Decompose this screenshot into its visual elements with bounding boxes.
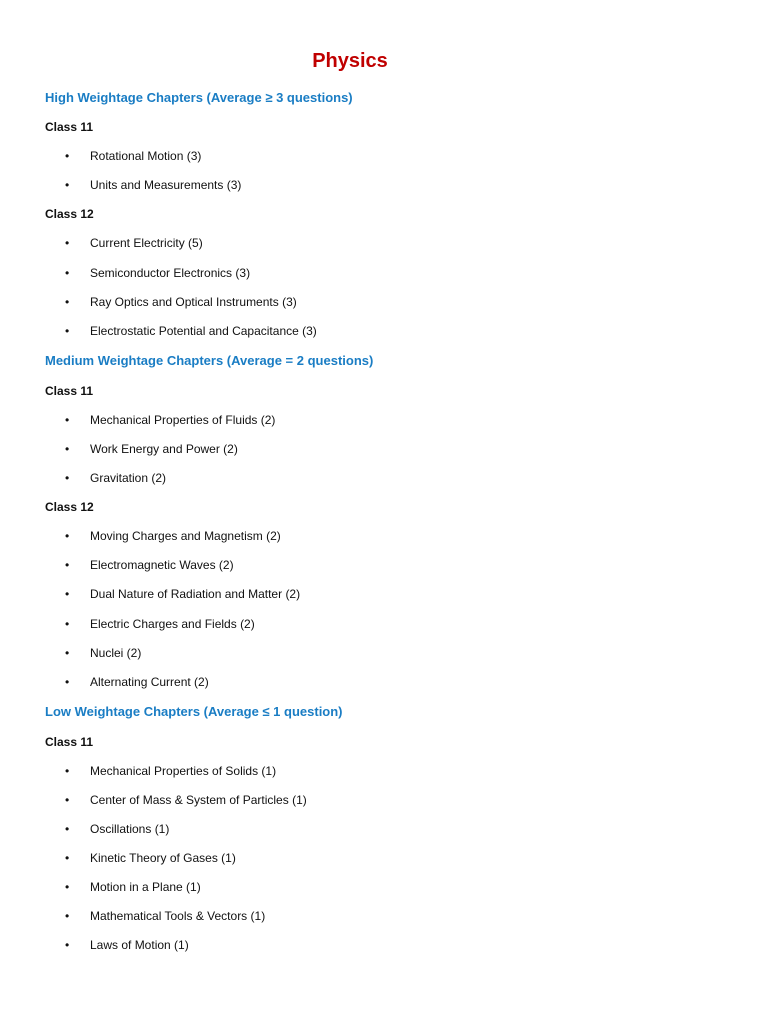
list-item-text: Moving Charges and Magnetism (2) [90,529,281,543]
class-label-medium-11: Class 11 [45,384,94,398]
list-item-text: Center of Mass & System of Particles (1) [90,793,307,807]
bullet-icon: • [65,558,70,572]
list-item [65,673,209,691]
bullet-icon: • [65,587,70,601]
bullet-icon: • [65,149,70,163]
bullet-icon: • [65,646,70,660]
class-label-high-12: Class 12 [45,207,94,221]
list-item-text: Rotational Motion (3) [90,149,202,163]
list-item-text: Current Electricity (5) [90,236,203,250]
class-label-low-11: Class 11 [45,735,94,749]
bullet-icon: • [65,793,70,807]
page-title: Physics [312,50,388,72]
bullet-icon: • [65,938,70,952]
list-item [65,527,281,545]
list-item-text: Nuclei (2) [90,646,142,660]
bullet-icon: • [65,529,70,543]
bullet-icon: • [65,178,70,192]
list-item-text: Motion in a Plane (1) [90,880,201,894]
list-item [65,440,238,458]
bullet-icon: • [65,236,70,250]
bullet-icon: • [65,851,70,865]
list-item-text: Laws of Motion (1) [90,938,189,952]
section-heading-low: Low Weightage Chapters (Average ≤ 1 question) [45,704,343,719]
bullet-icon: • [65,617,70,631]
bullet-icon: • [65,442,70,456]
list-item-text: Oscillations (1) [90,822,170,836]
list-item [65,762,276,780]
list-item-text: Kinetic Theory of Gases (1) [90,851,236,865]
list-item [65,293,297,311]
class-label-high-11: Class 11 [45,120,94,134]
bullet-icon: • [65,675,70,689]
list-item [65,878,201,896]
list-item [65,234,203,252]
bullet-icon: • [65,324,70,338]
list-item [65,556,234,574]
list-item-text: Alternating Current (2) [90,675,209,689]
list-item-text: Mathematical Tools & Vectors (1) [90,909,266,923]
bullet-icon: • [65,413,70,427]
list-item [65,791,307,809]
bullet-icon: • [65,295,70,309]
list-item [65,469,166,487]
list-item [65,411,275,429]
list-item-text: Semiconductor Electronics (3) [90,266,251,280]
bullet-icon: • [65,880,70,894]
list-item [65,322,317,340]
list-item-text: Electrostatic Potential and Capacitance (3) [90,324,317,338]
section-heading-medium: Medium Weightage Chapters (Average = 2 questions) [45,353,374,368]
bullet-icon: • [65,471,70,485]
list-item [65,264,250,282]
list-item-text: Mechanical Properties of Solids (1) [90,764,277,778]
list-item-text: Dual Nature of Radiation and Matter (2) [90,587,301,601]
bullet-icon: • [65,822,70,836]
list-item [65,936,189,954]
list-item-text: Ray Optics and Optical Instruments (3) [90,295,297,309]
list-item [65,849,236,867]
bullet-icon: • [65,764,70,778]
list-item-text: Units and Measurements (3) [90,178,242,192]
list-item [65,644,141,662]
list-item [65,585,300,603]
list-item [65,147,201,165]
section-heading-high: High Weightage Chapters (Average ≥ 3 questions) [45,90,353,105]
list-item [65,615,255,633]
list-item-text: Electromagnetic Waves (2) [90,558,234,572]
list-item [65,820,169,838]
bullet-icon: • [65,909,70,923]
list-item [65,907,265,925]
bullet-icon: • [65,266,70,280]
list-item-text: Mechanical Properties of Fluids (2) [90,413,276,427]
list-item-text: Gravitation (2) [90,471,167,485]
list-item-text: Electric Charges and Fields (2) [90,617,255,631]
class-label-medium-12: Class 12 [45,500,94,514]
list-item [65,176,241,194]
list-item-text: Work Energy and Power (2) [90,442,238,456]
